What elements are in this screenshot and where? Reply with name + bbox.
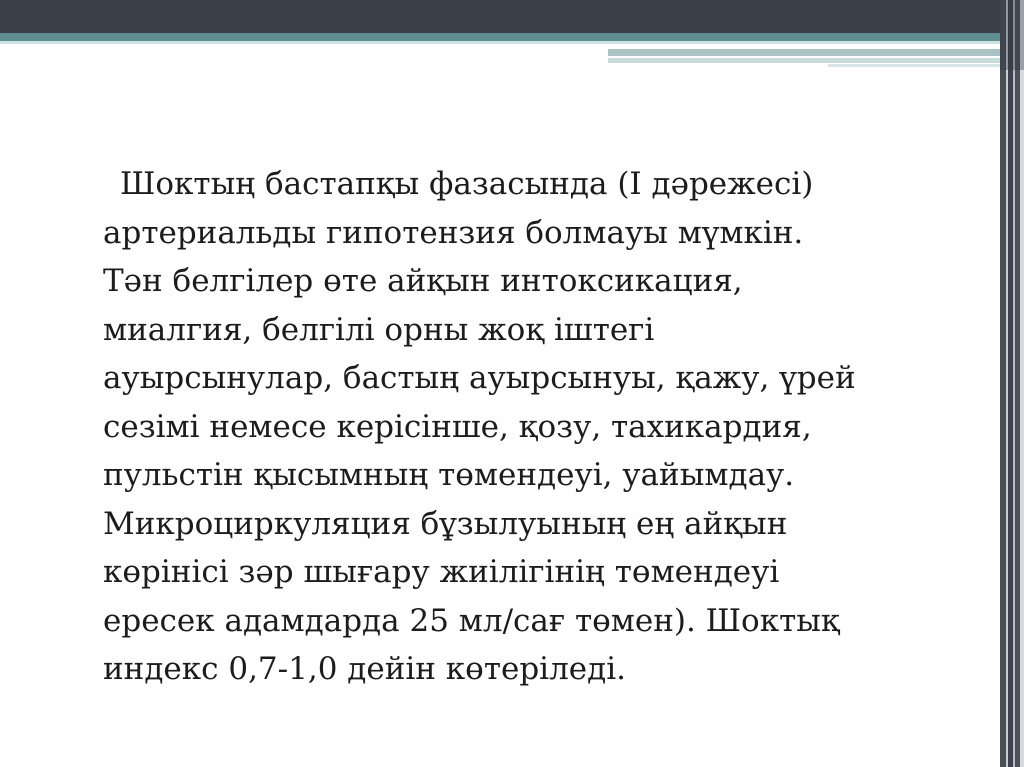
text-line: Микроциркуляция бұзылуының ең айқын bbox=[103, 505, 788, 542]
right-edge-bar bbox=[1020, 0, 1024, 767]
text-line: ересек адамдарда 25 мл/сағ төмен). Шоктық bbox=[103, 602, 840, 639]
slide-body-text bbox=[103, 160, 983, 694]
header-teal-stripe bbox=[0, 33, 1000, 41]
text-line: Тән белгілер өте айқын интоксикация, bbox=[103, 263, 743, 299]
header-light-line bbox=[0, 41, 1000, 44]
text-line: көрінісі зәр шығару жиілігінің төмендеуі bbox=[103, 554, 780, 590]
text-line: Шоктың бастапқы фазасында (І дәрежесі) bbox=[120, 166, 814, 202]
header-step-stripe bbox=[608, 49, 1000, 56]
text-line: индекс 0,7-1,0 дейін көтеріледі. bbox=[103, 651, 626, 687]
text-line: сезімі немесе керісінше, қозу, тахикардия, bbox=[103, 408, 812, 445]
right-edge-shade bbox=[1000, 0, 1024, 70]
text-line: пульстін қысымның төмендеуі, уайымдау. bbox=[103, 457, 795, 493]
text-line: ауырсынулар, бастың ауырсынуы, қажу, үрей bbox=[103, 360, 856, 396]
header-step-stripe bbox=[828, 64, 1000, 67]
header-dark-band bbox=[0, 0, 1000, 33]
header-step-stripe bbox=[608, 58, 1000, 63]
text-line: миалгия, белгілі орны жоқ іштегі bbox=[103, 311, 655, 348]
text-line: артериальды гипотензия болмауы мүмкін. bbox=[103, 214, 804, 251]
